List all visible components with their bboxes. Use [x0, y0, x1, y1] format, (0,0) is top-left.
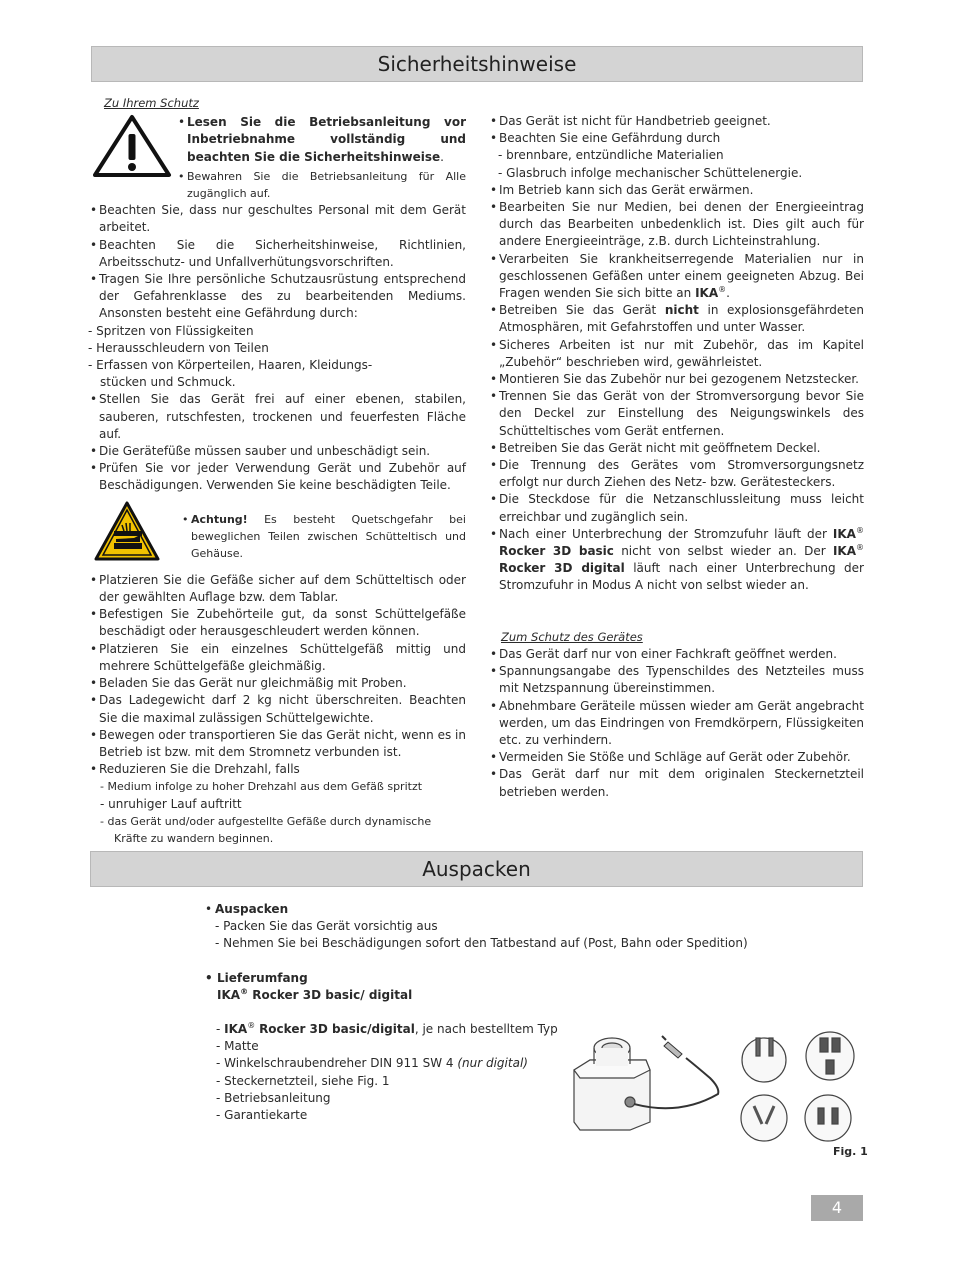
left-bullet-1: • Beachten Sie, dass nur geschultes Personal mit dem Gerät arbeitet.	[88, 202, 466, 236]
page-number: 4	[811, 1195, 863, 1221]
hazard-item-2: - Herausschleudern von Teilen	[88, 340, 269, 355]
left-bullet-2: • Beachten Sie die Sicherheitshinweise, Richtlinien, Arbeitsschutz- und Unfallverhütungsvorschriften.	[88, 237, 466, 271]
warning-keep-manual: • Bewahren Sie die Betriebsanleitung für Alle zugänglich auf.	[176, 168, 466, 202]
device-bullet-5: • Das Gerät darf nur mit dem originalen Steckernetzteil betrieben werden.	[488, 766, 864, 800]
right-bullet-3: • Im Betrieb kann sich das Gerät erwärmen.	[488, 182, 864, 199]
left-bullet-5: • Die Gerätefüße müssen sauber und unbeschädigt sein.	[88, 443, 466, 460]
left-bullet-3: • Tragen Sie Ihre persönliche Schutzausrüstung entsprechend der Gefahrenklasse des zu bearbeitenden Mediums. Ansonsten besteht eine Gefährdung durch:	[88, 271, 466, 323]
section-title-unpacking: Auspacken	[90, 851, 863, 887]
speed-condition-3-cont: Kräfte zu wandern beginnen.	[114, 831, 274, 845]
speed-condition-1: - Medium infolge zu hoher Drehzahl aus dem Gefäß spritzt	[100, 780, 423, 794]
right-bullet-10: • Betreiben Sie das Gerät nicht mit geöffnetem Deckel.	[488, 440, 864, 457]
right-bullet-1: • Das Gerät ist nicht für Handbetrieb geeignet.	[488, 113, 864, 130]
device-bullet-4: • Vermeiden Sie Stöße und Schläge auf Gerät oder Zubehör.	[488, 749, 864, 766]
right-bullet-7: • Sicheres Arbeiten ist nur mit Zubehör, das im Kapitel „Zubehör“ beschrieben wird, gewährleistet.	[488, 337, 864, 371]
crush-hazard-icon	[94, 501, 180, 566]
left-bullet-7: • Platzieren Sie die Gefäße sicher auf dem Schütteltisch oder der gewählten Auflage bzw. dem Tablar.	[88, 572, 466, 606]
left-bullet-12: • Bewegen oder transportieren Sie das Gerät nicht, wenn es in Betrieb ist bzw. mit dem Stromnetz verbunden ist.	[88, 727, 466, 761]
unpack-step-2: - Nehmen Sie bei Beschädigungen sofort den Tatbestand auf (Post, Bahn oder Spedition)	[215, 936, 748, 951]
unpack-heading: • Auspacken	[203, 901, 763, 918]
speed-condition-2: - unruhiger Lauf auftritt	[100, 796, 242, 811]
right-bullet-4: • Bearbeiten Sie nur Medien, bei denen der Energieeintrag durch das Bearbeiten unbedenklich ist. Dies gilt auch für andere Energieeinträge, z.B. durch Lichteinstrahlung.	[488, 199, 864, 251]
risk-item-2: - Glasbruch infolge mechanischer Schüttelenergie.	[498, 165, 803, 180]
right-bullet-11: • Die Trennung des Gerätes vom Stromversorgungsnetz erfolgt nur durch Ziehen des Netz- bzw. Gerätesteckers.	[488, 457, 864, 491]
protect-heading: Zu Ihrem Schutz	[104, 96, 199, 110]
right-bullet-5: • Verarbeiten Sie krankheitserregende Materialien nur in geschlossenen Gefäßen unter einem geeigneten Abzug. Bei Fragen wenden Sie sich bitte an IKA®.	[488, 251, 864, 303]
right-bullet-9: • Trennen Sie das Gerät von der Stromversorgung bevor Sie den Deckel zur Einstellung des Neigungswinkels des Schütteltisches vom Gerät entfernen.	[488, 388, 864, 440]
left-bullet-11: • Das Ladegewicht darf 2 kg nicht überschreiten. Beachten Sie die maximal zulässigen Schüttelgewichte.	[88, 692, 466, 726]
hazard-item-3: - Erfassen von Körperteilen, Haaren, Kleidungs-	[88, 358, 373, 373]
left-bullet-9: • Platzieren Sie ein einzelnes Schüttelgefäß mittig und mehrere Schüttelgefäße gleichmäßig.	[88, 641, 466, 675]
safety-left-column	[88, 95, 466, 847]
general-warning-block	[88, 114, 466, 202]
right-bullet-6: • Betreiben Sie das Gerät nicht in explosionsgefährdeten Atmosphären, mit Gefahrstoffen und unter Wasser.	[488, 302, 864, 336]
right-bullet-13: • Nach einer Unterbrechung der Stromzufuhr läuft der IKA® Rocker 3D basic nicht von selbst wieder an. Der IKA® Rocker 3D digital läuft nach einer Unterbrechung der Stromzufuhr in Modus A nicht von selbst wieder an.	[488, 526, 864, 595]
right-bullet-12: • Die Steckdose für die Netzanschlussleitung muss leicht erreichbar und zugänglich sein.	[488, 491, 864, 525]
delivery-item-mat: - Matte	[216, 1039, 259, 1054]
hazard-item-1: - Spritzen von Flüssigkeiten	[88, 323, 254, 338]
warning-triangle-icon	[92, 114, 176, 183]
right-bullet-8: • Montieren Sie das Zubehör nur bei gezogenem Netzstecker.	[488, 371, 864, 388]
safety-right-column	[488, 113, 864, 801]
unpack-step-1: - Packen Sie das Gerät vorsichtig aus	[215, 919, 438, 934]
left-bullet-13: • Reduzieren Sie die Drehzahl, falls	[88, 761, 466, 778]
left-bullet-4: • Stellen Sie das Gerät frei auf einer ebenen, stabilen, sauberen, rutschfesten, trockenen und feuerfesten Fläche auf.	[88, 391, 466, 443]
left-bullet-10: • Beladen Sie das Gerät nur gleichmäßig mit Proben.	[88, 675, 466, 692]
device-bullet-2: • Spannungsangabe des Typenschildes des Netzteiles muss mit Netzspannung übereinstimmen.	[488, 663, 864, 697]
delivery-item-device: - IKA® Rocker 3D basic/digital, je nach bestelltem Typ	[216, 1021, 558, 1037]
figure-caption: Fig. 1	[833, 1145, 868, 1158]
section-title-safety: Sicherheitshinweise	[91, 46, 863, 82]
risk-item-1: - brennbare, entzündliche Materialien	[498, 148, 724, 163]
device-bullet-1: • Das Gerät darf nur von einer Fachkraft geöffnet werden.	[488, 646, 864, 663]
crush-warning-block	[88, 501, 466, 566]
delivery-item-screwdriver: - Winkelschraubendreher DIN 911 SW 4 (nur digital)	[216, 1056, 528, 1071]
right-bullet-2: • Beachten Sie eine Gefährdung durch	[488, 130, 864, 147]
delivery-item-power-supply: - Steckernetzteil, siehe Fig. 1	[216, 1073, 390, 1088]
delivery-product: IKA® Rocker 3D basic/ digital	[217, 986, 413, 1002]
device-protection-heading: Zum Schutz des Gerätes	[501, 629, 643, 644]
warning-read-manual: • Lesen Sie die Betriebsanleitung vor Inbetriebnahme vollständig und beachten Sie die Sicherheitshinweise.	[176, 114, 466, 166]
left-bullet-8: • Befestigen Sie Zubehörteile gut, da sonst Schüttelgefäße beschädigt oder herausgeschleudert werden können.	[88, 606, 466, 640]
delivery-item-warranty: - Garantiekarte	[216, 1108, 308, 1123]
left-bullet-6: • Prüfen Sie vor jeder Verwendung Gerät und Zubehör auf Beschädigungen. Verwenden Sie keine beschädigten Teile.	[88, 460, 466, 494]
device-bullet-3: • Abnehmbare Geräteile müssen wieder am Gerät angebracht werden, um das Eindringen von Fremdkörpern, Flüssigkeiten etc. zu verhindern.	[488, 698, 864, 750]
speed-condition-3: - das Gerät und/oder aufgestellte Gefäße durch dynamische	[100, 814, 432, 828]
delivery-heading: • Lieferumfang	[203, 970, 763, 987]
hazard-item-3-cont: stücken und Schmuck.	[100, 375, 236, 390]
delivery-item-manual: - Betriebsanleitung	[216, 1090, 331, 1105]
power-supply-figure	[570, 1026, 862, 1144]
crush-warning-text: • Achtung! Es besteht Quetschgefahr bei beweglichen Teilen zwischen Schütteltisch und Gehäuse.	[180, 511, 466, 563]
